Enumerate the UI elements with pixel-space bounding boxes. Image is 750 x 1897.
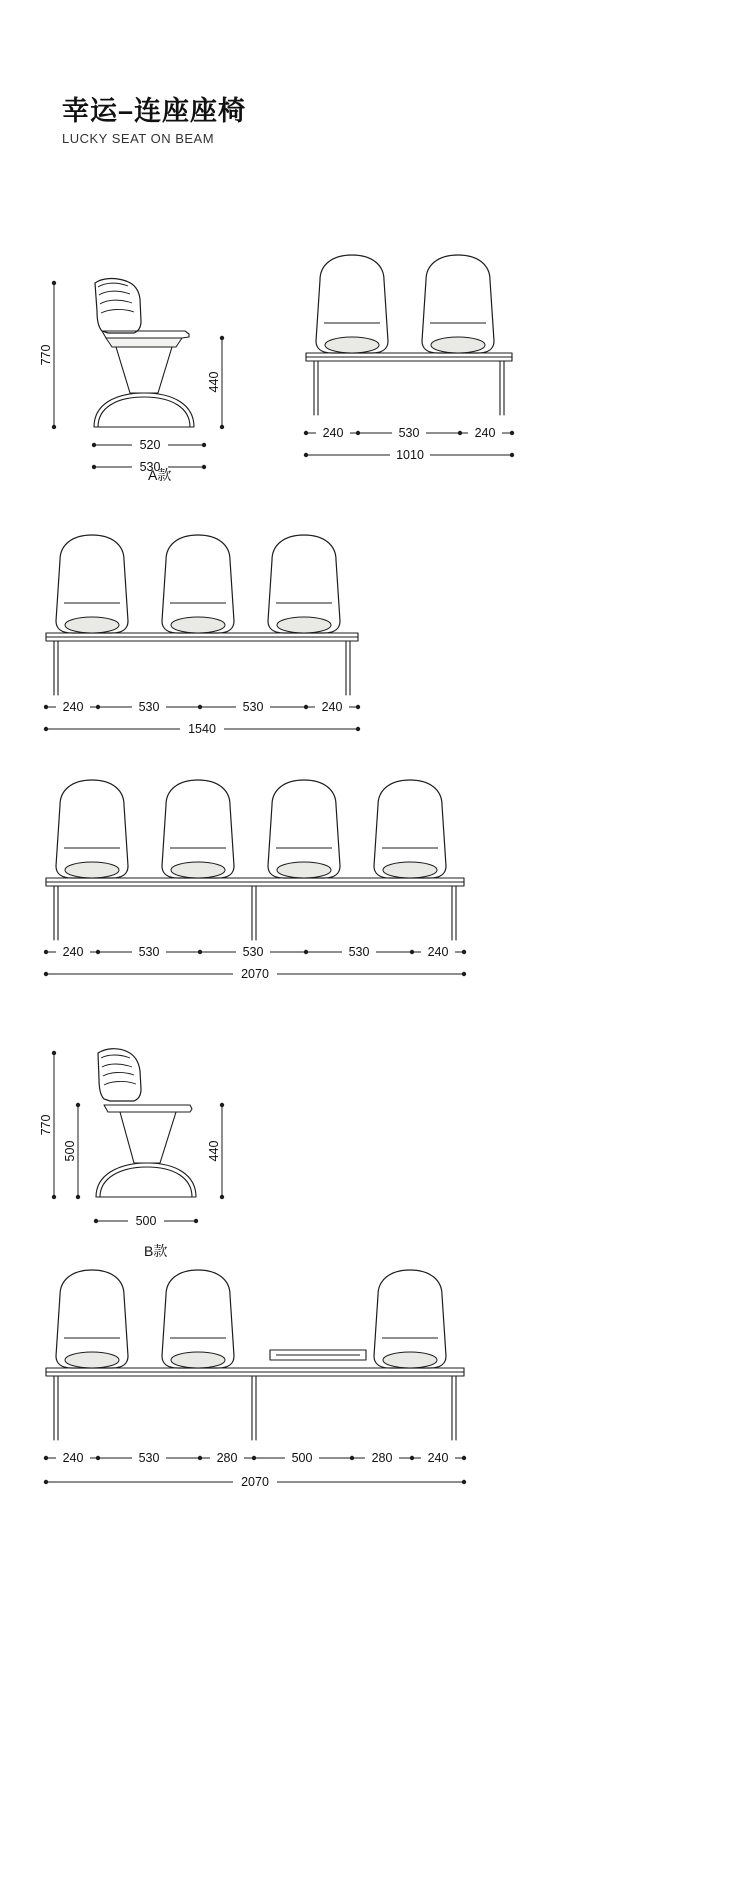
- page-title: 幸运–连座座椅: [62, 96, 247, 126]
- dim-b3-seg1: 530: [138, 1451, 160, 1465]
- dim-b3-seg3: 280: [371, 1451, 393, 1465]
- a-two-seat-drawing: [300, 275, 560, 475]
- dim-b-total-height: 770: [39, 1114, 53, 1136]
- caption-model-b: B款: [144, 1243, 168, 1259]
- dim-a4-mid1: 530: [138, 945, 160, 959]
- center-table: [270, 1350, 366, 1360]
- dim-b3-seg2: 280: [216, 1451, 238, 1465]
- dim-a3-mid1: 530: [138, 700, 160, 714]
- page-header: [62, 96, 246, 146]
- dim-a3-mid2: 530: [242, 700, 264, 714]
- a-three-seat-drawing: [40, 555, 420, 745]
- dim-a-seat-depth: 520: [139, 438, 161, 452]
- dim-b-seat-height: 440: [207, 1140, 221, 1162]
- a-four-seat-drawing: [40, 800, 520, 990]
- figure-a-single-chair: [40, 275, 290, 505]
- figure-b-single-chair: [40, 1045, 290, 1275]
- dim-b3-left: 240: [62, 1451, 84, 1465]
- page-subtitle: LUCKY SEAT ON BEAM: [62, 131, 215, 147]
- dim-a-base-depth: 530: [139, 460, 161, 474]
- dim-a4-left: 240: [62, 945, 84, 959]
- dim-b3-table: 500: [291, 1451, 313, 1465]
- dim-b3-total: 2070: [241, 1475, 269, 1489]
- dim-b3-right: 240: [427, 1451, 449, 1465]
- dim-a2-mid: 530: [398, 426, 420, 440]
- dim-a2-total: 1010: [396, 448, 424, 462]
- b-three-seat-table-drawing: [40, 1290, 520, 1500]
- dim-a2-left: 240: [322, 426, 344, 440]
- figure-a-two-seat: [300, 275, 560, 475]
- figure-b-three-seat-with-table: [40, 1290, 520, 1500]
- dim-a4-mid3: 530: [348, 945, 370, 959]
- dim-a4-mid2: 530: [242, 945, 264, 959]
- dim-a-seat-height: 440: [207, 371, 221, 393]
- dim-b-back-height: 500: [63, 1140, 77, 1162]
- dim-a4-total: 2070: [241, 967, 269, 981]
- caption-model-a: A款: [148, 467, 172, 483]
- dim-b-depth: 500: [135, 1214, 157, 1228]
- dim-a2-right: 240: [474, 426, 496, 440]
- dim-a3-total: 1540: [188, 722, 216, 736]
- dim-a3-right: 240: [321, 700, 343, 714]
- dim-a3-left: 240: [62, 700, 84, 714]
- figure-a-four-seat: [40, 800, 520, 990]
- dim-a-total-height: 770: [39, 344, 53, 366]
- dim-a4-right: 240: [427, 945, 449, 959]
- figure-a-three-seat: [40, 555, 420, 745]
